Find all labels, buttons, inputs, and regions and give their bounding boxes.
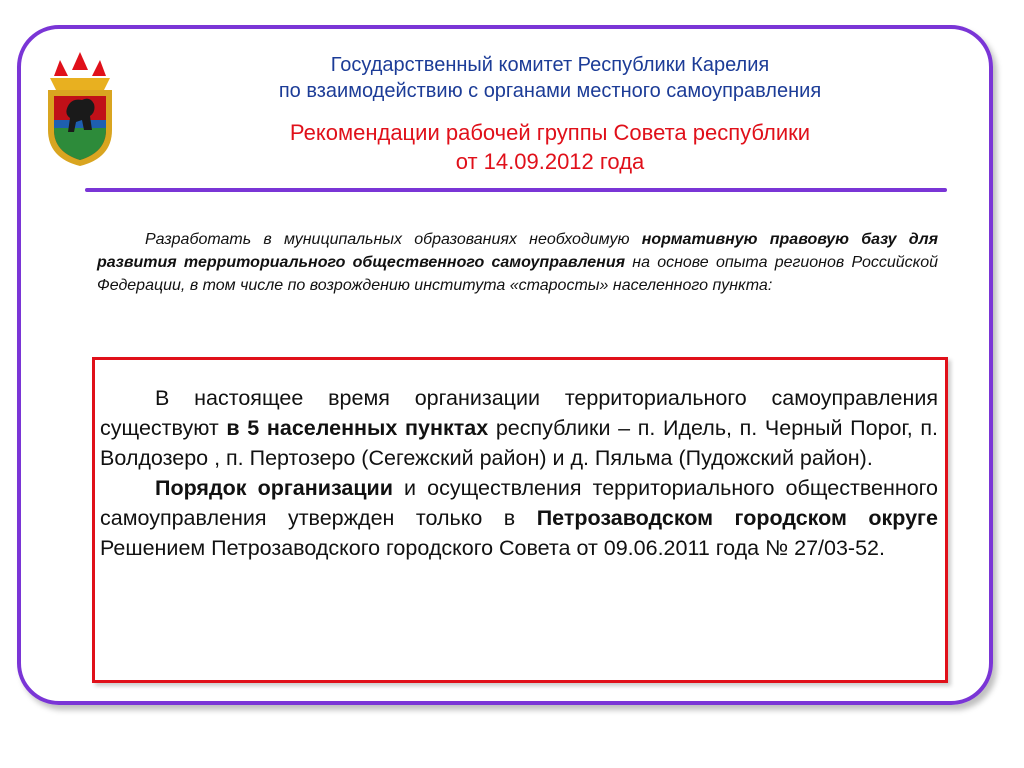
karelia-coat-of-arms-icon	[40, 50, 120, 170]
box-p1-text-1: В настоящее время организации территориального самоуправления существуют	[100, 386, 938, 440]
box-p1-bold: в 5 населенных пунктах	[226, 416, 489, 440]
org-line-1: Государственный комитет Республики Карелия	[330, 54, 770, 76]
rec-line-2: от 14.09.2012 года	[455, 149, 645, 174]
recommendation-title	[200, 118, 900, 176]
org-line-2: по взаимодействию с органами местного самоуправления	[278, 80, 822, 102]
box-p2-text-2: Решением Петрозаводского городского Совета от 09.06.2011 года № 27/03-52.	[100, 536, 885, 560]
organization-title	[200, 52, 900, 104]
rec-line-1: Рекомендации рабочей группы Совета республики	[289, 120, 811, 145]
intro-text-1: Разработать в муниципальных образованиях необходимую	[145, 231, 642, 248]
intro-paragraph	[97, 228, 938, 297]
box-p1-text-2: республики – п. Идель, п. Черный Порог, п. Волдозеро , п. Пертозеро (Сегежский район) и д. Пяльма (Пудожский район).	[100, 416, 938, 470]
box-paragraph-1	[100, 383, 938, 473]
box-p2-text-1: и осуществления территориального общественного самоуправления утвержден только в	[100, 476, 938, 530]
highlight-box-text	[100, 383, 938, 563]
box-p2-bold-2: Петрозаводском городском округе	[536, 506, 938, 530]
intro-text-2: на основе опыта регионов Российской Федерации, в том числе по возрождению института «старосты» населенного пункта:	[97, 254, 939, 294]
box-paragraph-2	[100, 473, 938, 563]
header-divider	[85, 188, 947, 192]
box-p2-bold-1: Порядок организации	[155, 476, 393, 500]
intro-bold: нормативную правовую базу для развития территориального общественного самоуправления	[97, 231, 938, 271]
